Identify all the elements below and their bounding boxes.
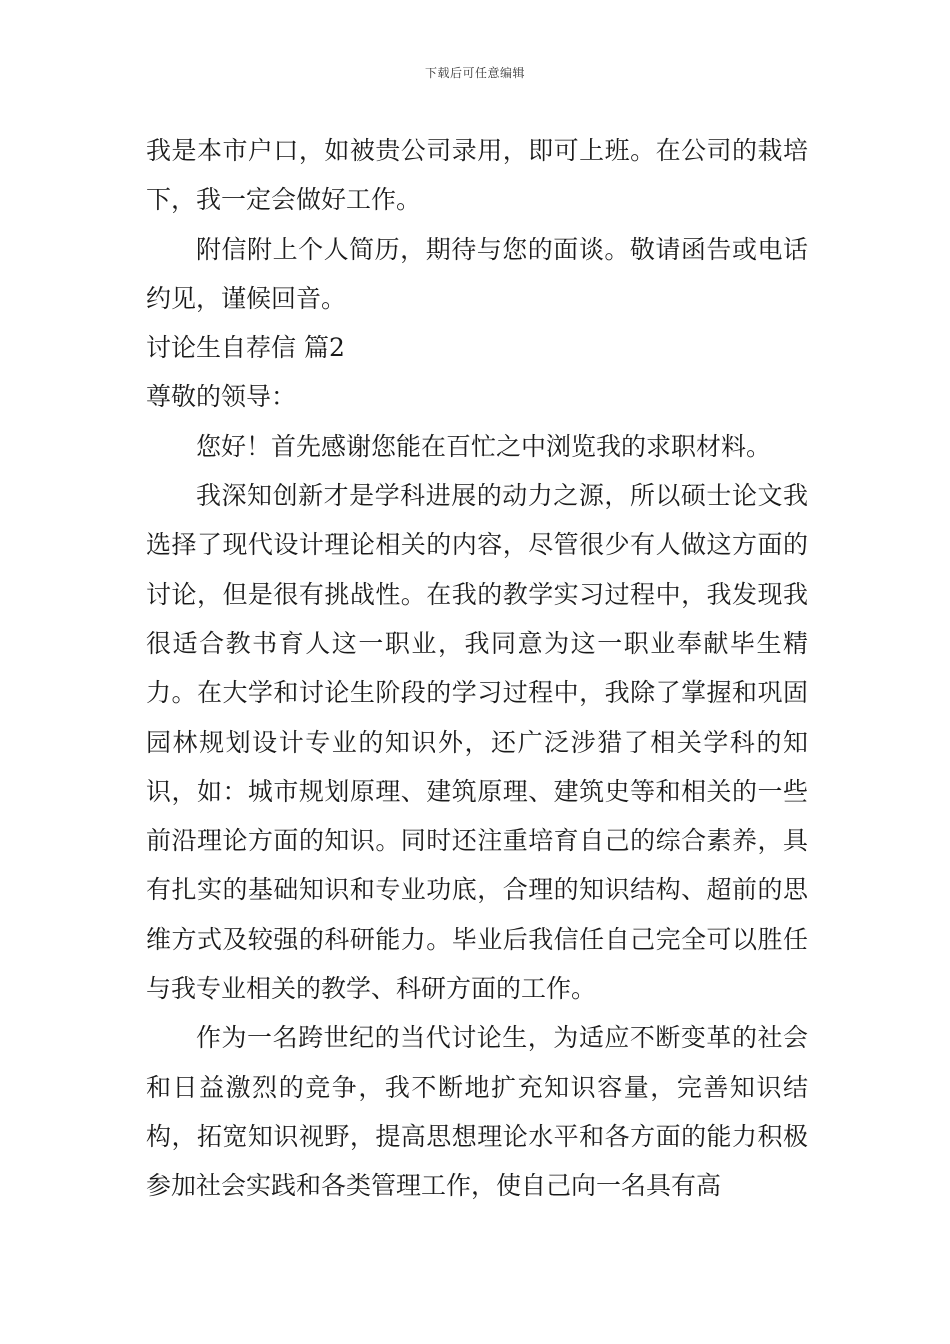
paragraph-closing-residence: 我是本市户口，如被贵公司录用，即可上班。在公司的栽培下，我一定会做好工作。 bbox=[146, 136, 808, 215]
page-header: 下载后可任意编辑 bbox=[424, 66, 525, 80]
paragraph-qualifications: 我深知创新才是学科进展的动力之源，所以硕士论文我选择了现代设计理论相关的内容，尽管很少有人做这方面的讨论，但是很有挑战性。在我的教学实习过程中，我发现我很适合教书育人这一职业，我同意为这一职业奉献毕生精力。在大学和讨论生阶段的学习过程中，我除了掌握和巩固园林规划设计专业的知识外，还广泛涉猎了相关学科的知识，如：城市规划原理、建筑原理、建筑史等和相关的一些前沿理论方面的知识。同时还注重培育自己的综合素养，具有扎实的基础知识和专业功底，合理的知识结构、超前的思维方式及较强的科研能力。毕业后我信任自己完全可以胜任与我专业相关的教学、科研方面的工作。 bbox=[146, 481, 808, 1004]
salutation: 尊敬的领导： bbox=[146, 382, 297, 412]
section-title: 讨论生自荐信 篇2 bbox=[146, 333, 345, 363]
paragraph-attachment-note: 附信附上个人简历，期待与您的面谈。敬请函告或电话约见，谨候回音。 bbox=[146, 234, 808, 313]
letter-body bbox=[146, 126, 808, 1211]
paragraph-greeting: 您好！首先感谢您能在百忙之中浏览我的求职材料。 bbox=[196, 431, 772, 461]
paragraph-development: 作为一名跨世纪的当代讨论生，为适应不断变革的社会和日益激烈的竞争，我不断地扩充知识容量，完善知识结构，拓宽知识视野，提高思想理论水平和各方面的能力积极参加社会实践和各类管理工作，使自己向一名具有高 bbox=[146, 1023, 808, 1201]
